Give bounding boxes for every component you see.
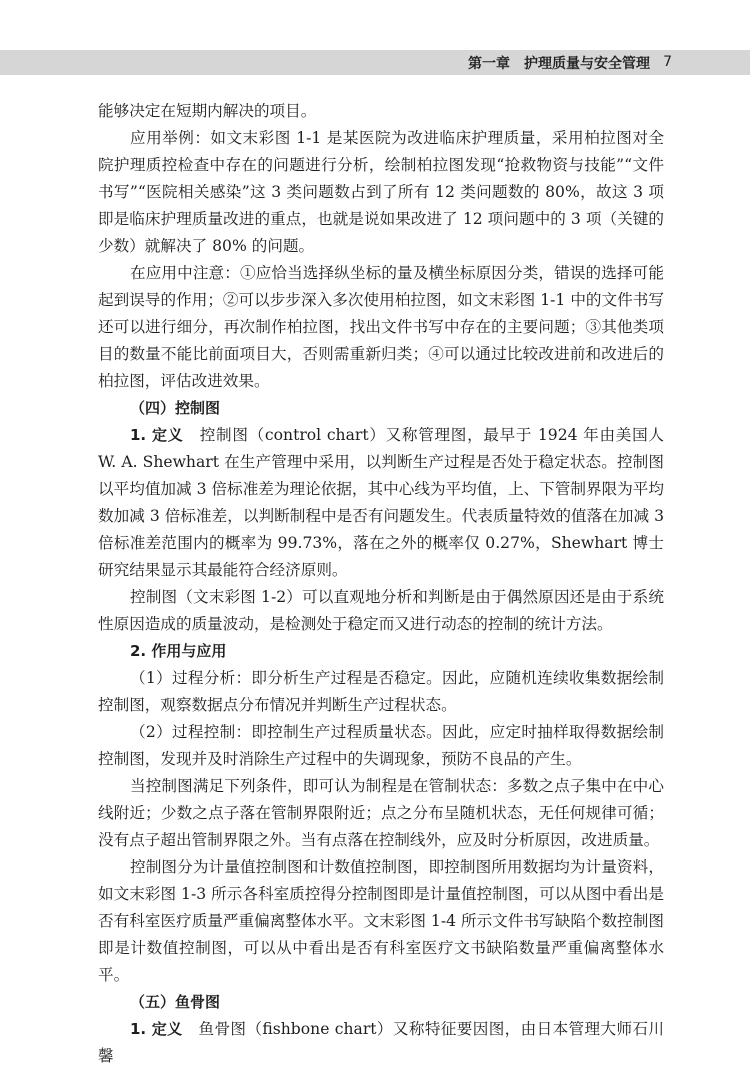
paragraph-control-chart-purpose: 控制图（文末彩图 1-2）可以直观地分析和判断是由于偶然原因还是由于系统性原因造成的质量波动，是检测处于稳定而又进行动态的控制的统计方法。: [98, 588, 664, 633]
paragraph-example: 应用举例：如文末彩图 1-1 是某医院为改进临床护理质量，采用柏拉图对全院护理质控检查中存在的问题进行分析，绘制柏拉图发现“抢救物资与技能”“文件书写”“医院相关感染”这 3 类问题数占到了所有 12 类问题数的 80%，故这 3 项即是临床护理质量改进的重点，也就是说如果改进了 12 项问题中的 3 项（关键的少数）就解决了 80% 的问题。: [98, 129, 664, 255]
chapter-title: 第一章 护理质量与安全管理: [468, 56, 650, 72]
definition-label: 1. 定义: [130, 426, 184, 444]
section-heading-fishbone: （五）鱼骨图: [130, 993, 221, 1011]
paragraph-control-chart-definition: [98, 422, 664, 584]
paragraph-process-control: （2）过程控制：即控制生产过程质量状态。因此，应定时抽样取得数据绘制控制图，发现并及时消除生产过程中的失调现象，预防不良品的产生。: [98, 723, 664, 768]
section-heading-control-chart: （四）控制图: [130, 399, 221, 417]
paragraph-continuation: 能够决定在短期内解决的项目。: [98, 102, 317, 120]
definition-text: 鱼骨图（fishbone chart）又称特征要因图，由日本管理大师石川馨: [98, 1020, 664, 1065]
paragraph-chart-types: 控制图分为计量值控制图和计数值控制图，即控制图所用数据均为计量资料，如文末彩图 1-3 所示各科室质控得分控制图即是计量值控制图，可以从图中看出是否有科室医疗质量严重偏离整体水平。文末彩图 1-4 所示文件书写缺陷个数控制图即是计数值控制图，可以从中看出是否有科室医疗文书缺陷数量严重偏离整体水平。: [98, 858, 664, 984]
definition-text: 控制图（control chart）又称管理图，最早于 1924 年由美国人 W. A. Shewhart 在生产管理中采用，以判断生产过程是否处于稳定状态。控制图以平均值加减 3 倍标准差为理论依据，其中心线为平均值，上、下管制界限为平均数加减 3 倍标准差，以判断制程中是否有问题发生。代表质量特效的值落在加减 3 倍标准差范围内的概率为 99.73%，落在之外的概率仅 0.27%，Shewhart 博士研究结果显示其最能符合经济原则。: [98, 426, 664, 579]
subheading-usage: 2. 作用与应用: [130, 642, 227, 660]
paragraph-notes: 在应用中注意：①应恰当选择纵坐标的量及横坐标原因分类，错误的选择可能起到误导的作用；②可以步步深入多次使用柏拉图，如文末彩图 1-1 中的文件书写还可以进行细分，再次制作柏拉图，找出文件书写中存在的主要问题；③其他类项目的数量不能比前面项目大，否则需重新归类；④可以通过比较改进前和改进后的柏拉图，评估改进效果。: [98, 264, 664, 390]
page-number: 7: [663, 54, 672, 70]
paragraph-process-analysis: （1）过程分析：即分析生产过程是否稳定。因此，应随机连续收集数据绘制控制图，观察数据点分布情况并判断生产过程状态。: [98, 669, 664, 714]
definition-label: 1. 定义: [130, 1020, 183, 1038]
paragraph-control-conditions: 当控制图满足下列条件，即可认为制程是在管制状态：多数之点子集中在中心线附近；少数之点子落在管制界限附近；点之分布呈随机状态，无任何规律可循；没有点子超出管制界限之外。当有点落在控制线外，应及时分析原因，改进质量。: [98, 777, 664, 849]
paragraph-fishbone-definition: [98, 1016, 664, 1070]
page-body: [98, 98, 664, 1070]
